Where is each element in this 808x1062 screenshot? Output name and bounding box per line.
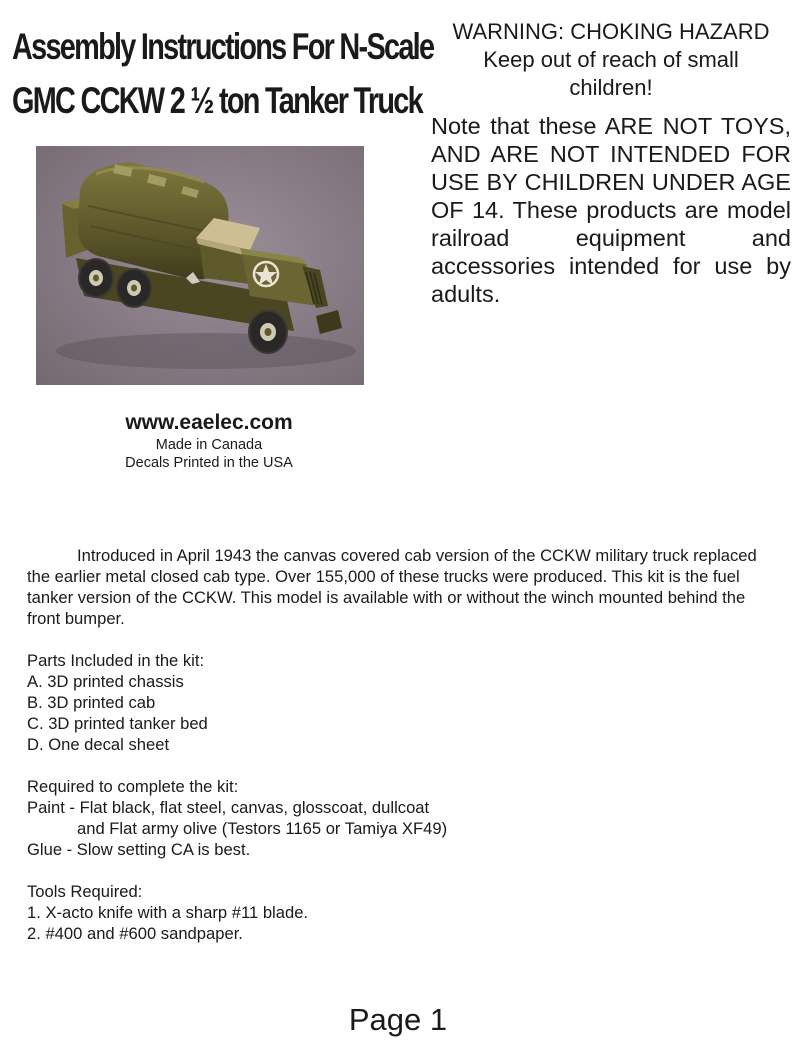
tools-item: 2. #400 and #600 sandpaper. bbox=[27, 924, 243, 943]
parts-heading: Parts Included in the kit: bbox=[27, 651, 205, 670]
intro-paragraph: Introduced in April 1943 the canvas covered cab version of the CCKW military truck replaced the earlier metal closed cab type. Over 155,000 of these trucks were produced. This kit is the fuel tanker version of the CCKW. This model is available with or without the winch mounted behind the front bumper. bbox=[27, 546, 757, 628]
instructions-body bbox=[27, 545, 777, 944]
tools-heading: Tools Required: bbox=[27, 882, 143, 901]
paint-line: Paint - Flat black, flat steel, canvas, glosscoat, dullcoat bbox=[27, 798, 430, 817]
glue-line: Glue - Slow setting CA is best. bbox=[27, 840, 251, 859]
document-title bbox=[12, 20, 434, 128]
warning-line-3: children! bbox=[569, 75, 653, 100]
parts-item: B. 3D printed cab bbox=[27, 693, 156, 712]
choking-hazard-warning bbox=[430, 18, 792, 102]
made-in-text: Made in Canada bbox=[155, 437, 263, 453]
parts-item: D. One decal sheet bbox=[27, 735, 170, 754]
required-heading: Required to complete the kit: bbox=[27, 777, 239, 796]
website-block bbox=[36, 410, 382, 472]
warning-line-2: Keep out of reach of small bbox=[483, 47, 739, 72]
website-url[interactable]: www.eaelec.com bbox=[125, 411, 293, 434]
tanker-truck-illustration bbox=[36, 146, 364, 385]
warning-line-1: WARNING: CHOKING HAZARD bbox=[452, 19, 770, 44]
parts-item: A. 3D printed chassis bbox=[27, 672, 184, 691]
title-line-1: Assembly Instructions For N-Scale bbox=[12, 26, 434, 67]
parts-item: C. 3D printed tanker bed bbox=[27, 714, 208, 733]
tools-item: 1. X-acto knife with a sharp #11 blade. bbox=[27, 903, 309, 922]
page-number: Page 1 bbox=[348, 1002, 448, 1037]
title-line-2: GMC CCKW 2 ½ ton Tanker Truck bbox=[12, 80, 422, 121]
decals-text: Decals Printed in the USA bbox=[125, 455, 293, 471]
not-toys-notice: Note that these ARE NOT TOYS, AND ARE NOT INTENDED FOR USE BY CHILDREN UNDER AGE OF 14. These products are model railroad equipment and accessories intended for use by adults. bbox=[431, 113, 791, 307]
paint-line-continued: and Flat army olive (Testors 1165 or Tamiya XF49) bbox=[77, 819, 448, 838]
truck-model-photo bbox=[36, 146, 364, 385]
